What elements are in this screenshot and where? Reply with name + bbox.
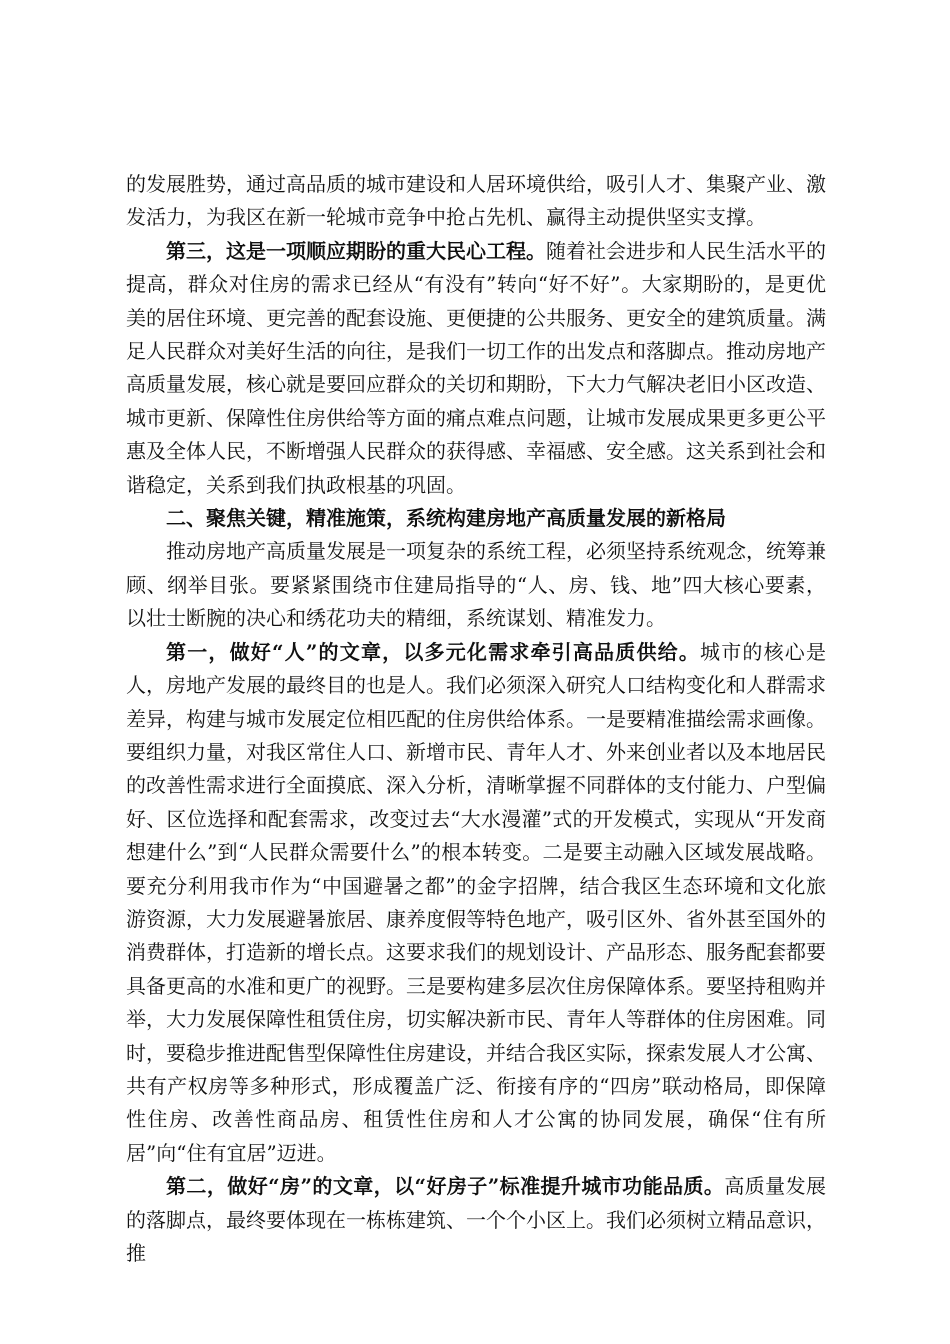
section-heading: [126, 502, 826, 535]
paragraph-text: 的发展胜势，通过高品质的城市建设和人居环境供给，吸引人才、集聚产业、激发活力，为我区在新一轮城市竞争中抢占先机、赢得主动提供坚实支撑。: [126, 172, 826, 230]
paragraph-text: 随着社会进步和人民生活水平的提高，群众对住房的需求已经从“有没有”转向“好不好”。大家期盼的，是更优美的居住环境、更完善的配套设施、更便捷的公共服务、更安全的建筑质量。满足人民群众对美好生活的向往，是我们一切工作的出发点和落脚点。推动房地产高质量发展，核心就是要回应群众的关切和期盼，下大力气解决老旧小区改造、城市更新、保障性住房供给等方面的痛点难点问题，让城市发展成果更多更公平惠及全体人民，不断增强人民群众的获得感、幸福感、安全感。这关系到社会和谐稳定，关系到我们执政根基的巩固。: [126, 238, 826, 497]
paragraph-housing: [126, 1170, 826, 1270]
document-body: [126, 168, 826, 1270]
paragraph-lead: 第二，做好“房”的文章，以“好房子”标准提升城市功能品质。: [166, 1174, 725, 1199]
paragraph-point-three: [126, 235, 826, 502]
paragraph-lead: 第一，做好“人”的文章，以多元化需求牵引高品质供给。: [166, 639, 701, 664]
paragraph-lead: 第三，这是一项顺应期盼的重大民心工程。: [166, 238, 546, 263]
paragraph-intro: [126, 535, 826, 635]
paragraph-continuation: [126, 168, 826, 235]
section-heading-text: 二、聚焦关键，精准施策，系统构建房地产高质量发展的新格局: [166, 506, 726, 531]
paragraph-text: 高质量发展的落脚点，最终要体现在一栋栋建筑、一个个小区上。我们必须树立精品意识，推: [126, 1174, 827, 1265]
paragraph-text: 城市的核心是人，房地产发展的最终目的也是人。我们必须深入研究人口结构变化和人群需求差异，构建与城市发展定位相匹配的住房供给体系。一是要精准描绘需求画像。要组织力量，对我区常住人口、新增市民、青年人才、外来创业者以及本地居民的改善性需求进行全面摸底、深入分析，清晰掌握不同群体的支付能力、户型偏好、区位选择和配套需求，改变过去“大水漫灌”式的开发模式，实现从“开发商想建什么”到“人民群众需要什么”的根本转变。二是要主动融入区域发展战略。要充分利用我市作为“中国避暑之都”的金字招牌，结合我区生态环境和文化旅游资源，大力发展避暑旅居、康养度假等特色地产，吸引区外、省外甚至国外的消费群体，打造新的增长点。这要求我们的规划设计、产品形态、服务配套都要具备更高的水准和更广的视野。三是要构建多层次住房保障体系。要坚持租购并举，大力发展保障性租赁住房，切实解决新市民、青年人等群体的住房困难。同时，要稳步推进配售型保障性住房建设，并结合我区实际，探索发展人才公寓、共有产权房等多种形式，形成覆盖广泛、衔接有序的“四房”联动格局，即保障性住房、改善性商品房、租赁性住房和人才公寓的协同发展，确保“住有所居”向“住有宜居”迈进。: [126, 639, 826, 1165]
paragraph-people: [126, 636, 826, 1171]
paragraph-text: 推动房地产高质量发展是一项复杂的系统工程，必须坚持系统观念，统筹兼顾、纲举目张。要紧紧围绕市住建局指导的“人、房、钱、地”四大核心要素，以壮士断腕的决心和绣花功夫的精细，系统谋划、精准发力。: [126, 539, 826, 631]
